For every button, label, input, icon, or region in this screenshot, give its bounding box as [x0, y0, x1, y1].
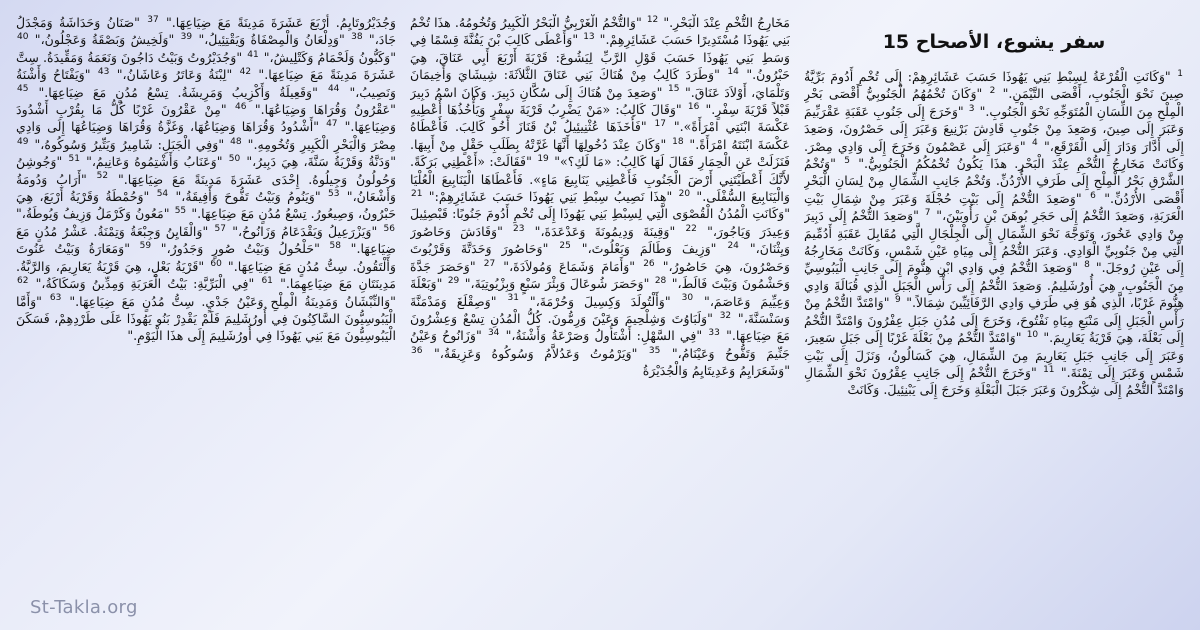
verse-text: "وَدِلْعَانُ وَالْمِصْفَاةُ وَيَقْتِئِيلُ،" — [198, 32, 345, 48]
verse-text: "وَجُوشِنُ وَحُولُونُ وَجِيلُوهُ. إِحْدَى عَشَرَةَ مَدِينَةً مَعَ ضِيَاعِهَا." — [16, 154, 396, 187]
column-2-text — [410, 14, 790, 380]
verse-text: "وَصَعِدَ التُّخْمُ إِلَى دَبِيرَ مِنْ وَادِي عَخُورَ، وَتَوَجَّهَ نَحْوَ الشِّمَالِ إِلَى الْجِلْجَالِ الَّتِي مُقَابِلَ عَقَبَةِ أَدُمِّيمَ الَّتِي مِنْ جَنُوبِيِّ الْوَادِي. وَعَبَرَ التُّخْمُ إِلَى مِيَاهِ عَيْنِ شَمْسٍ، وَكَانَتْ مَخَارِجُهُ إِلَى عَيْنِ رُوجَلَ." — [804, 208, 1184, 276]
column-3 — [16, 14, 396, 614]
verse-number: 47 — [326, 119, 338, 130]
verse-text: "وَصَعِدَ مِنْ هُنَاكَ إِلَى سُكَّانِ دَبِيرَ. وَكَانَ اسْمُ دَبِيرَ قَبْلاً قَرْيَةَ سِفْرٍ." — [410, 84, 790, 118]
verse-text: "وَتُخْمُ الشَّرْقِ بَحْرُ الْمِلْحِ إِلَى طَرَفِ الأُرْدُنِّ. وَتُخْمُ جَانِبِ الشِّمَالِ مِنْ لِسَانِ الْبَحْرِ أَقْصَى الأُرْدُنِّ." — [804, 156, 1184, 206]
verse-number: 51 — [68, 154, 80, 165]
verse-text: "عَقْرُونُ وَقُرَاهَا وَضِيَاعُهَا." — [254, 102, 396, 118]
verse-number: 19 — [537, 154, 549, 165]
verse-text: "وَعَبَرَ إِلَى عَصْمُونَ وَخَرَجَ إِلَى وَادِي مِصْرَ. وَكَانَتْ مَخَارِجُ التُّخْمِ عِنْدَ الْبَحْرِ. هذَا يَكُونُ تُخْمُكُمُ الْجَنُوبِيُّ." — [804, 138, 1184, 172]
verse — [34, 137, 242, 152]
verse-text: "وَقَعِيلَةُ وَأَكْزِيبُ وَمَرِيشَةُ. تِسْعُ مُدُنٍ مَعَ ضِيَاعِهَا." — [38, 84, 318, 100]
verse-number: 50 — [228, 154, 241, 165]
column-2 — [410, 14, 790, 614]
verse-number: 44 — [327, 84, 340, 95]
verse-text: "وَخَرَجَ إِلَى جَنُوبِ عَقَبَةِ عَقْرَبِّيمَ وَعَبَرَ إِلَى صِينَ، وَصَعِدَ مِنْ جَنُوبِ قَادِشَ بَرْنِيعَ وَعَبَرَ إِلَى حَصْرُونَ، وَصَعِدَ إِلَى أَدَّارَ وَدَارَ إِلَى الْقَرْقَعِ،" — [804, 103, 1184, 154]
verse-number: 36 — [411, 345, 423, 356]
verse-number: 25 — [559, 241, 571, 252]
verse-text: "أَشْدُودُ وَقُرَاهَا وَضِيَاعُهَا، وَغَزَّةُ وَقُرَاهَا وَضِيَاعُهَا إِلَى وَادِي مِصْرَ وَالْبَحْرِ الْكَبِيرِ وَتُخُومِهِ." — [16, 119, 396, 152]
verse — [503, 259, 655, 274]
verse-number: 2 — [989, 86, 996, 97]
verse-text: "فِي الْبَرِّيَّةِ: بَيْتُ الْعَرَبَةِ وَمِدِّينُ وَسَكَاكَةُ،" — [35, 276, 255, 292]
verse-text: "وَأَمَّا الْيَبُوسِيُّونَ السَّاكِنُونَ فِي أُورُشَلِيمَ فَلَمْ يَقْدِرْ بَنُو يَهُوذَا عَلَى طَرْدِهِمْ، فَسَكَنَ الْيَبُوسِيُّونَ مَعَ بَنِي يَهُوذَا فِي أُورُشَلِيمَ إِلَى هذَا الْيَوْمِ." — [16, 293, 396, 344]
verse-text: "وَيَرْمُوتُ وَعَدُلاَّمُ وَسُوكُوهُ وَعَزِيقَةُ،" — [433, 345, 638, 361]
verse-text: "مَعُونُ وَكَرْمَلُ وَزِيفُ وَيُوطَةُ،" — [16, 206, 170, 222]
verse — [506, 328, 721, 343]
verse-number: 42 — [239, 67, 252, 78]
verse-text: "وَبَعْلَةَ وَعِيِّيمَ وَعَاصَمَ،" — [410, 276, 790, 309]
verse-text: "حَلْحُولُ وَبَيْتُ صُورٍ وَجَدُورُ،" — [160, 241, 320, 257]
verse-number: 21 — [411, 188, 423, 199]
verse — [166, 15, 396, 30]
verse-text: "وَمَعَارَةُ وَبَيْتُ عَنُوتَ وَأَلْتَقُونُ. سِتُّ مُدُنٍ مَعَ ضِيَاعِهَا." — [16, 241, 396, 274]
verse-text: "وَامْتَدَّ التُّخْمُ مِنْ رَأْسِ الْجَبَلِ إِلَى مَنْبَعِ مِيَاهِ نَفْتُوحَ، وَخَرَجَ إِلَى مُدُنِ جَبَلِ عِفْرُونَ وَامْتَدَّ التُّخْمُ إِلَى بَعْلَةَ، هِيَ قَرْيَةُ يَعَارِيمَ." — [804, 295, 1184, 346]
verse-number: 53 — [328, 188, 340, 199]
verse-text: "وَعَنَابُ وَأَشْتِمُوهُ وَعَانِيمُ،" — [86, 154, 223, 170]
verse-number: 20 — [678, 188, 691, 199]
verse — [429, 189, 691, 204]
verse-text: "وَزَانُوحُ وَعَيْنُ جَنِّيمَ وَتَفُّوحُ وَعَيْنَامُ،" — [410, 328, 790, 361]
verse-text: "وَشَعَرَايِمُ وَعَدِيتَايِمُ وَالْجُدَيْرَةُ — [642, 363, 790, 379]
verse-text: "صَنَانُ وَحَدَاشَةُ وَمَجْدَلُ جَادَ،" — [16, 15, 396, 48]
verse-text: "وَحَصَرَ شُوعَالَ وَبِئْرَ سَبْعٍ وَبِزْيُوتِيَةَ،" — [464, 276, 650, 292]
verse-text: "وَكَانَ تُخْمُهُمُ الْجَنُوبِيُّ أَقْصَى بَحْرِ الْمِلْحِ مِنَ اللِّسَانِ الْمُتَوَجِّهِ نَحْوَ الْجَنُوبِ." — [804, 86, 1184, 119]
verse-number: 40 — [17, 32, 29, 43]
verse — [465, 276, 668, 291]
verse-number: 55 — [174, 206, 187, 217]
verse-number: 38 — [351, 32, 363, 43]
verse-text: "وَصَعِدَ التُّخْمُ إِلَى بَيْتِ حُجْلَةَ وَعَبَرَ مِنْ شِمَالِ بَيْتِ الْعَرَبَةِ، وَصَعِدَ التُّخْمُ إِلَى حَجَرِ بُوهَنَ بْنِ رَأُوبَيْنَ،" — [804, 190, 1184, 224]
verse-number: 34 — [487, 328, 500, 339]
verse-text: "وَلَبَاوُتَ وَشِلْحِيمَ وَعَيْنَ وَرِمُّونَ. كُلُّ الْمُدُنِ تِسْعٌ وَعِشْرُونَ مَعَ ضِيَاعِهَا." — [410, 310, 790, 344]
verse-number: 8 — [1084, 260, 1090, 271]
verse — [39, 85, 341, 100]
verse — [35, 32, 193, 47]
verse — [16, 206, 187, 221]
verse — [36, 276, 274, 291]
column-3-text — [16, 14, 396, 345]
verse-text: مَخَارِجُ التُّخْمِ عِنْدَ الْبَحْرِ." — [663, 15, 790, 30]
verse-number: 32 — [719, 310, 732, 321]
verse-number: 58 — [329, 241, 341, 252]
verse-text: "وَقَالَ كَالِبُ: «مَنْ يَضْرِبُ قَرْيَةَ سِفْرٍ وَيَأْخُذُهَا أُعْطِيهِ عَكْسَةَ ابْنَتِي امْرَأَةً»." — [410, 102, 790, 135]
verse-text: "وَأَلْتُولَدَ وَكِسِيلَ وَحُرْمَةَ،" — [529, 293, 671, 309]
column-1 — [804, 14, 1184, 614]
verse-text: "وَصَعِدَ التُّخْمُ فِي وَادِي ابْنِ هِنُّومَ إِلَى جَانِبِ الْيَبُوسِيِّ مِنَ الْجَنُوبِ، هِيَ أُورُشَلِيمُ. وَصَعِدَ التُّخْمُ إِلَى رَأْسِ الْجَبَلِ الَّذِي قُبَالَةَ وَادِي هِنُّومَ غَرْبًا، الَّذِي هُوَ فِي طَرَفِ وَادِي الرَّفَائِيِّينَ شِمَالاً." — [804, 260, 1184, 311]
verse-number: 7 — [924, 208, 931, 219]
verse — [176, 189, 341, 204]
verse-text: "فِي السَّهْلِ: أَشْتَأُولُ وَصَرْعَةُ وَأَشْنَةُ،" — [505, 328, 703, 344]
verse-text: "هذَا نَصِيبُ سِبْطِ بَنِي يَهُوذَا حَسَبَ عَشَائِرِهِمْ:" — [428, 189, 673, 205]
verse-number: 12 — [646, 14, 659, 25]
verse-text: "وَكَانَتِ الْقُرْعَةُ لِسِبْطِ بَنِي يَهُوذَا حَسَبَ عَشَائِرِهِمْ: إِلَى تُخْمِ أَدُومَ بَرِّيَّةُ صِينَ نَحْوَ الْجَنُوبِ، أَقْصَى التَّيْمَنِ." — [804, 69, 1184, 102]
verse-number: 62 — [17, 275, 29, 286]
verse-number: 16 — [687, 101, 700, 112]
verse-number: 52 — [96, 171, 109, 182]
verse-number: 37 — [147, 14, 159, 25]
verse — [530, 294, 694, 309]
verse-text: "وَأَمَامَ وَشَمَاعَ وَمُولاَدَةَ،" — [503, 258, 636, 274]
verse-number: 26 — [643, 258, 655, 269]
verse-text: "وَلَخِيشُ وَبَصْقَةُ وَعَجْلُونُ،" — [34, 32, 175, 48]
verse-text: "وَطَرَدَ كَالِبُ مِنْ هُنَاكَ بَنِي عَنَاقَ الثَّلاَثَةَ: شِيشَايَ وَأَخِيمَانَ وَتَلْمَايَ، أَوْلاَدَ عَنَاقَ." — [410, 67, 790, 100]
verse-number: 11 — [1043, 364, 1055, 375]
verse-text: "وَالتُّخْمُ الْغَرْبِيُّ الْبَحْرُ الْكَبِيرُ وَتُخُومُهُ. هذَا تُخْمُ بَنِي يَهُوذَا مُسْتَدِيرًا حَسَبَ عَشَائِرِهِمْ." — [410, 15, 790, 48]
verse-number: 41 — [247, 49, 259, 60]
verse-text: "وَدَنَّةُ وَقَرْيَةُ سَنَّةَ، هِيَ دَبِيرُ،" — [246, 154, 396, 170]
verse-text: "وَيَزْرَعِيلُ وَيَقْدَعَامُ وَزَانُوحُ،" — [232, 223, 378, 239]
verse-number: 45 — [17, 84, 29, 95]
verse — [117, 67, 252, 82]
verse-number: 6 — [1090, 190, 1096, 201]
verse-text: "وَكَانَتِ الْمُدُنُ الْقُصْوَى الَّتِي لِسِبْطِ بَنِي يَهُوذَا إِلَى تُخْمِ أَدُومَ جَنُوبًا: قَبْصِئِيلَ وَعِيدَرَ وَيَاجُورَ،" — [410, 206, 790, 239]
verse-text: "وَزِيفَ وَطَالَمَ وَبَعْلُوتَ،" — [581, 241, 717, 257]
verse-text: "وَصِقْلَغَ وَمَدْمَنَّةَ وَسَنْسَنَّةَ،" — [410, 293, 790, 326]
verse-number: 15 — [667, 84, 680, 95]
verse-number: 22 — [685, 223, 697, 234]
verse — [663, 15, 790, 30]
verse-number: 18 — [672, 136, 684, 147]
verse-number: 3 — [968, 103, 975, 114]
verse-text: "لِبْنَةُ وَعَاتَرُ وَعَاشَانُ،" — [116, 67, 233, 83]
verse-number: 1 — [1177, 68, 1183, 79]
verse-number: 56 — [383, 223, 395, 234]
verse-number: 57 — [214, 223, 226, 234]
verse-number: 17 — [654, 119, 666, 130]
verse-text: "أَرَابُ وَدُومَةُ وَأَشْعَانُ،" — [16, 171, 396, 205]
verse-number: 9 — [895, 295, 901, 306]
verse-number: 4 — [1031, 138, 1038, 149]
verse-text: وَجُدَيْرُوتَايِمُ. أَرْبَعَ عَشَرَةَ مَدِينَةً مَعَ ضِيَاعِهَا." — [166, 15, 396, 30]
verse-text: "وَفِي الْجَبَلِ: شَامِيرُ وَيَتِّيرُ وَسُوكُوهُ،" — [34, 136, 225, 152]
verse-text: "وَقِينَةَ وَدِيمُونَةَ وَعَدْعَدَةَ،" — [534, 223, 676, 239]
column-1-text — [804, 68, 1184, 399]
verse-text: "وَكَانَ عِنْدَ دُخُولِهَا أَنَّهَا غَرَّتْهُ بِطَلَبِ حَقْلٍ مِنْ أَبِيهَا. فَنَزَلَتْ عَنِ الْحِمَارِ فَقَالَ لَهَا كَالِبُ: «مَا لَكِ؟»" — [410, 136, 790, 170]
verse-number: 54 — [156, 188, 169, 199]
verse-text: "وَيَفْتَاحُ وَأَشْنَةُ وَنَصِيبُ،" — [16, 67, 396, 100]
verse — [86, 154, 241, 169]
verse-text: "وَأَعْطَى كَالِبَ بْنَ يَفُنَّةَ قِسْمًا فِي وَسَطِ بَنِي يَهُوذَا حَسَبَ قَوْلِ الرَّبِّ لِيَشُوعَ: قَرْيَةَ أَرْبَعَ أَبِي عَنَاقَ، هِيَ حَبْرُونُ." — [410, 32, 790, 83]
text-columns — [16, 14, 1184, 614]
verse-number: 23 — [513, 223, 525, 234]
verse-text: "فَأَخَذَهَا عُثْنِيئِيلُ بْنُ قَنَازَ أَخُو كَالِبَ. فَأَعْطَاهُ عَكْسَةَ ابْنَتَهُ امْرَأَةً." — [410, 119, 790, 152]
verse-number: 24 — [727, 241, 739, 252]
verse-text: "وَجُدَيْرُوتُ وَبَيْتُ دَاجُونَ وَنَعَمَةُ وَمَقِّيدَةُ. سِتَّ عَشَرَةَ مَدِينَةً مَعَ ضِيَاعِهَا." — [16, 49, 396, 83]
verse — [232, 224, 396, 239]
verse-number: 27 — [483, 258, 496, 269]
verse-number: 63 — [49, 293, 62, 304]
verse-number: 13 — [583, 32, 595, 43]
verse-number: 30 — [681, 293, 694, 304]
verse-number: 60 — [210, 258, 222, 269]
chapter-title: سفر يشوع، الأصحاح 15 — [882, 31, 1106, 53]
chapter-page — [16, 14, 1184, 614]
site-watermark: St-Takla.org — [30, 597, 138, 618]
verse-number: 49 — [17, 136, 29, 147]
verse-number: 43 — [97, 67, 110, 78]
verse-text: "وَامْتَدَّ التُّخْمُ مِنْ بَعْلَةَ غَرْبًا إِلَى جَبَلِ سَعِيرَ، وَعَبَرَ إِلَى جَانِبِ جَبَلِ يَعَارِيمَ مِنَ الشِّمَالِ، هِيَ كَسَالُونُ، وَنَزَلَ إِلَى بَيْتِ شَمْسٍ وَعَبَرَ إِلَى تِمْنَةَ." — [804, 330, 1184, 380]
verse-number: 61 — [261, 275, 273, 286]
verse-text: "وَكَبُّونُ وَلَحْمَامُ وَكَتْلِيشُ،" — [263, 49, 396, 65]
verse-text: "وَالنِّبْشَانُ وَمَدِينَةُ الْمِلْحِ وَعَيْنُ جَدْيٍ. سِتُّ مُدُنٍ مَعَ ضِيَاعِهَا." — [69, 293, 396, 309]
verse-text: "وَالْقَايِنُ وَجِبْعَةُ وَتِمْنَةُ. عَشْرُ مُدُنٍ مَعَ ضِيَاعِهَا." — [16, 223, 396, 257]
verse-number: 48 — [230, 136, 242, 147]
verse-text: "قَرْيَةُ بَعْلٍ، هِيَ قَرْيَةُ يَعَارِيمَ، وَالرَّبَّةُ. مَدِينَتَانِ مَعَ ضِيَاعِهِمَا." — [16, 258, 396, 292]
verse-text: "فَقَالَتْ: «أَعْطِنِي بَرَكَةً. لأَنَّكَ أَعْطَيْتَنِي أَرْضَ الْجَنُوبِ فَأَعْطِنِي يَنَابِيعَ مَاءٍ». فَأَعْطَاهَا الْيَنَابِيعَ الْعُلْيَا وَالْيَنَابِيعَ السُّفْلَى." — [410, 154, 790, 205]
verse-number: 39 — [180, 32, 193, 43]
verse-number: 33 — [708, 328, 720, 339]
verse-text: "وَخَرَجَ التُّخْمُ إِلَى جَانِبِ عِقْرُونَ نَحْوَ الشِّمَالِ وَامْتَدَّ التُّخْمُ إِلَى شِكْرُونَ وَعَبَرَ جَبَلَ الْبَعْلَةِ وَخَرَجَ إِلَى يَبْنِئِيلَ. وَكَانَتْ — [804, 364, 1184, 398]
verse-number: 59 — [139, 241, 152, 252]
verse-number: 14 — [727, 67, 739, 78]
verse-text: "وَحَاصُورَ وَحَدَتَّةَ وَقَرْيُوتَ وَحَصْرُونَ، هِيَ حَاصُورُ،" — [410, 241, 790, 274]
verse — [535, 224, 698, 239]
verse-number: 31 — [507, 293, 519, 304]
verse-number: 46 — [235, 101, 247, 112]
verse-number: 35 — [648, 345, 661, 356]
verse-text: "مِنْ عَقْرُونَ غَرْبًا كُلُّ مَا بِقُرْبِ أَشْدُودَ وَضِيَاعِهَا." — [16, 102, 396, 135]
verse — [582, 241, 740, 256]
verse-number: 28 — [654, 275, 667, 286]
verse-text: "وَيَنُومُ وَبَيْتُ تَفُّوحَ وَأَفِيقَةُ،" — [175, 189, 321, 205]
verse-text: "وَقَادَشَ وَحَاصُورَ وَيِثْنَانَ،" — [410, 223, 790, 257]
verse-number: 29 — [447, 275, 460, 286]
verse — [161, 241, 342, 256]
verse-number: 5 — [844, 155, 850, 166]
verse-number: 10 — [1026, 329, 1039, 340]
verse-text: "وَحَصَرَ جَدَّةَ وَحَشْمُونَ وَبَيْتَ فَالَطَ،" — [410, 258, 790, 292]
verse — [434, 346, 661, 361]
verse-text: "وَحُمْطَةُ وَقَرْيَةُ أَرْبَعَ، هِيَ حَبْرُونُ، وَصِيعُورُ. تِسْعُ مُدُنٍ مَعَ ضِيَاعِهَا." — [16, 189, 396, 222]
verse — [198, 32, 363, 47]
